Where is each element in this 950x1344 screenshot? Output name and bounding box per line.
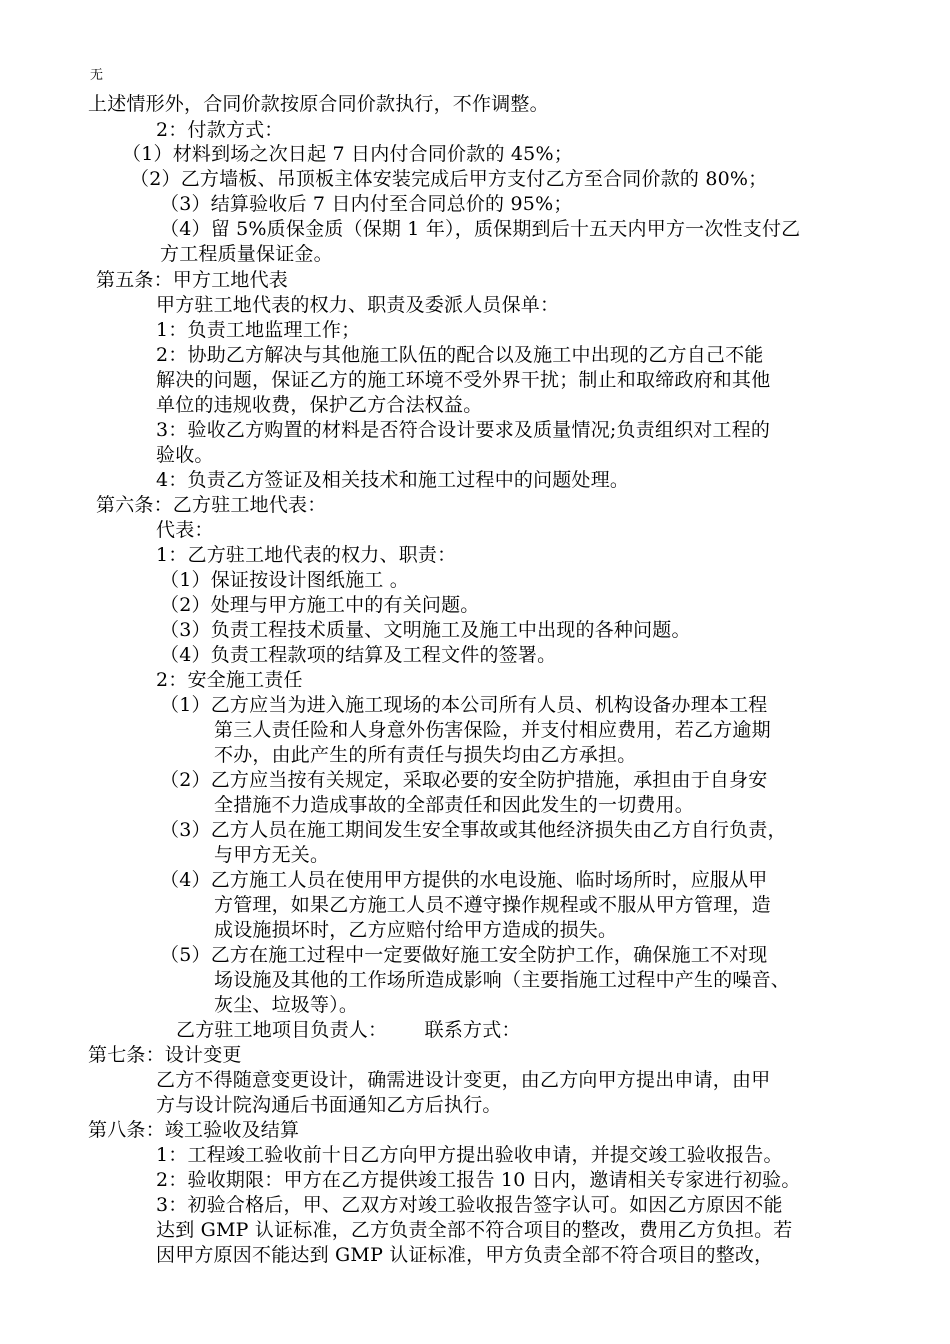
text-line: （2）处理与甲方施工中的有关问题。 xyxy=(160,594,480,616)
text-line: 场设施及其他的工作场所造成影响（主要指施工过程中产生的噪音、 xyxy=(214,969,791,991)
text-line: 3：验收乙方购置的材料是否符合设计要求及质量情况;负责组织对工程的 xyxy=(156,419,771,441)
text-line: 2：安全施工责任 xyxy=(156,669,303,691)
text-line: 因甲方原因不能达到 GMP 认证标准，甲方负责全部不符合项目的整改， xyxy=(156,1244,774,1266)
text-line: （3）结算验收后 7 日内付至合同总价的 95%； xyxy=(160,193,573,215)
text-line: （2）乙方应当按有关规定，采取必要的安全防护措施，承担由于自身安 xyxy=(160,769,768,791)
text-line: 乙方不得随意变更设计，确需进设计变更，由乙方向甲方提出申请，由甲 xyxy=(156,1069,771,1091)
text-line: （1）乙方应当为进入施工现场的本公司所有人员、机构设备办理本工程 xyxy=(160,694,768,716)
text-line: （4）乙方施工人员在使用甲方提供的水电设施、临时场所时，应服从甲 xyxy=(160,869,768,891)
text-line: 单位的违规收费，保护乙方合法权益。 xyxy=(156,394,483,416)
text-line: 方管理，如果乙方施工人员不遵守操作规程或不服从甲方管理，造 xyxy=(214,894,771,916)
text-line: （4）负责工程款项的结算及工程文件的签署。 xyxy=(160,644,557,666)
text-line: 全措施不力造成事故的全部责任和因此发生的一切费用。 xyxy=(214,794,695,816)
section-heading: 第六条：乙方驻工地代表： xyxy=(96,494,327,516)
text-line: （5）乙方在施工过程中一定要做好施工安全防护工作，确保施工不对现 xyxy=(160,944,768,966)
text-line: 代表： xyxy=(156,519,214,541)
header-note: 无 xyxy=(90,68,104,83)
text-line: 验收。 xyxy=(156,444,214,466)
text-line: （1）保证按设计图纸施工 。 xyxy=(160,569,409,591)
text-line: （2）乙方墙板、吊顶板主体安装完成后甲方支付乙方至合同价款的 80%； xyxy=(130,168,768,190)
text-line: 第三人责任险和人身意外伤害保险，并支付相应费用，若乙方逾期 xyxy=(214,719,771,741)
text-line: 方工程质量保证金。 xyxy=(160,243,333,265)
section-heading: 第七条：设计变更 xyxy=(88,1044,242,1066)
text-line: 1：乙方驻工地代表的权力、职责： xyxy=(156,544,457,566)
text-line: （4）留 5%质保金质（保期 1 年），质保期到后十五天内甲方一次性支付乙 xyxy=(160,218,801,240)
text-line: 2：验收期限：甲方在乙方提供竣工报告 10 日内，邀请相关专家进行初验。 xyxy=(156,1169,801,1191)
text-line: 2：协助乙方解决与其他施工队伍的配合以及施工中出现的乙方自己不能 xyxy=(156,344,764,366)
text-line: 2：付款方式： xyxy=(156,119,284,141)
text-line: 解决的问题，保证乙方的施工环境不受外界干扰；制止和取缔政府和其他 xyxy=(156,369,771,391)
text-line: 方与设计院沟通后书面通知乙方后执行。 xyxy=(156,1094,502,1116)
text-line: （3）负责工程技术质量、文明施工及施工中出现的各种问题。 xyxy=(160,619,691,641)
text-line: （3）乙方人员在施工期间发生安全事故或其他经济损失由乙方自行负责， xyxy=(160,819,787,841)
text-line: 甲方驻工地代表的权力、职责及委派人员保单： xyxy=(156,294,560,316)
text-line: 1：工程竣工验收前十日乙方向甲方提出验收申请，并提交竣工验收报告。 xyxy=(156,1144,783,1166)
text-line: 灰尘、垃圾等）。 xyxy=(214,994,359,1016)
text-line: 4：负责乙方签证及相关技术和施工过程中的问题处理。 xyxy=(156,469,630,491)
section-heading: 第八条：竣工验收及结算 xyxy=(88,1119,300,1141)
text-line: 成设施损坏时，乙方应赔付给甲方造成的损失。 xyxy=(214,919,618,941)
text-line: 达到 GMP 认证标准，乙方负责全部不符合项目的整改，费用乙方负担。若 xyxy=(156,1219,793,1241)
text-line: 3：初验合格后，甲、乙双方对竣工验收报告签字认可。如因乙方原因不能 xyxy=(156,1194,783,1216)
text-line: （1）材料到场之次日起 7 日内付合同价款的 45%； xyxy=(122,143,573,165)
section-heading: 第五条：甲方工地代表 xyxy=(96,269,289,291)
text-line: 1：负责工地监理工作； xyxy=(156,319,361,341)
text-line: 上述情形外，合同价款按原合同价款执行，不作调整。 xyxy=(88,93,549,115)
text-line: 乙方驻工地项目负责人： 联系方式： xyxy=(176,1019,521,1041)
text-line: 与甲方无关。 xyxy=(214,844,330,866)
text-line: 不办，由此产生的所有责任与损失均由乙方承担。 xyxy=(214,744,637,766)
